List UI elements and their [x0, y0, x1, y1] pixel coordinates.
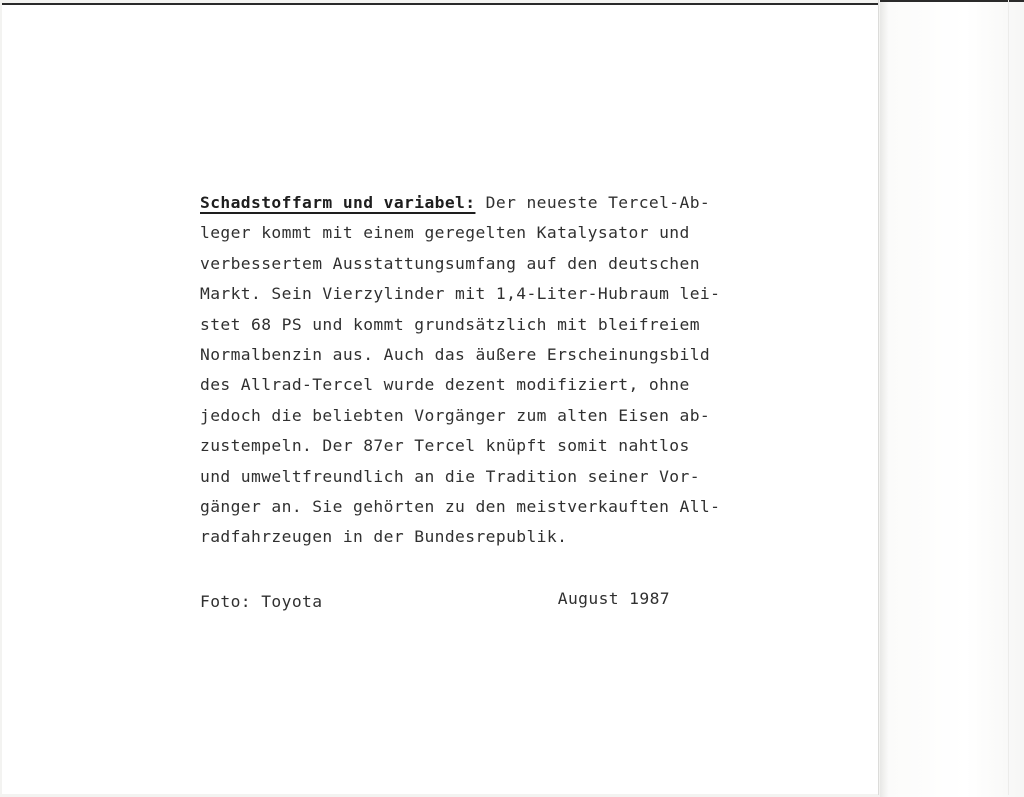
paper-edge-strip: [880, 0, 1024, 797]
caption-line-2: leger kommt mit einem geregelten Katalysator und: [200, 223, 690, 243]
caption-line-3: verbessertem Ausstattungsumfang auf den deutschen: [200, 253, 700, 273]
caption-text: [200, 188, 820, 553]
caption-line-6: Normalbenzin aus. Auch das äußere Erscheinungsbild: [200, 344, 711, 364]
caption-line-8: jedoch die beliebten Vorgänger zum alten Eisen ab-: [200, 405, 711, 425]
caption-line-11: gänger an. Sie gehörten zu den meistverkauften All-: [200, 496, 721, 516]
caption-headline: Schadstoffarm und variabel:: [200, 193, 476, 212]
date-line: August 1987: [557, 589, 670, 608]
caption-line-1-rest: Der neueste Tercel-Ab-: [475, 193, 711, 212]
paper-crease-right: [1008, 0, 1009, 795]
caption-line-4: Markt. Sein Vierzylinder mit 1,4-Liter-Hubraum lei-: [200, 284, 721, 304]
paper-sheet: [2, 3, 878, 794]
caption-line-7: des Allrad-Tercel wurde dezent modifiziert, ohne: [200, 375, 690, 395]
caption-line-1: [200, 188, 820, 218]
paper-crease-left: [878, 0, 879, 795]
caption-line-10: und umweltfreundlich an die Tradition seiner Vor-: [200, 466, 700, 486]
caption-line-12: radfahrzeugen in der Bundesrepublik.: [200, 527, 568, 547]
caption-line-9: zustempeln. Der 87er Tercel knüpft somit nahtlos: [200, 436, 690, 456]
photo-credit: Foto: Toyota: [200, 592, 323, 611]
caption-line-5: stet 68 PS und kommt grundsätzlich mit bleifreiem: [200, 314, 700, 334]
